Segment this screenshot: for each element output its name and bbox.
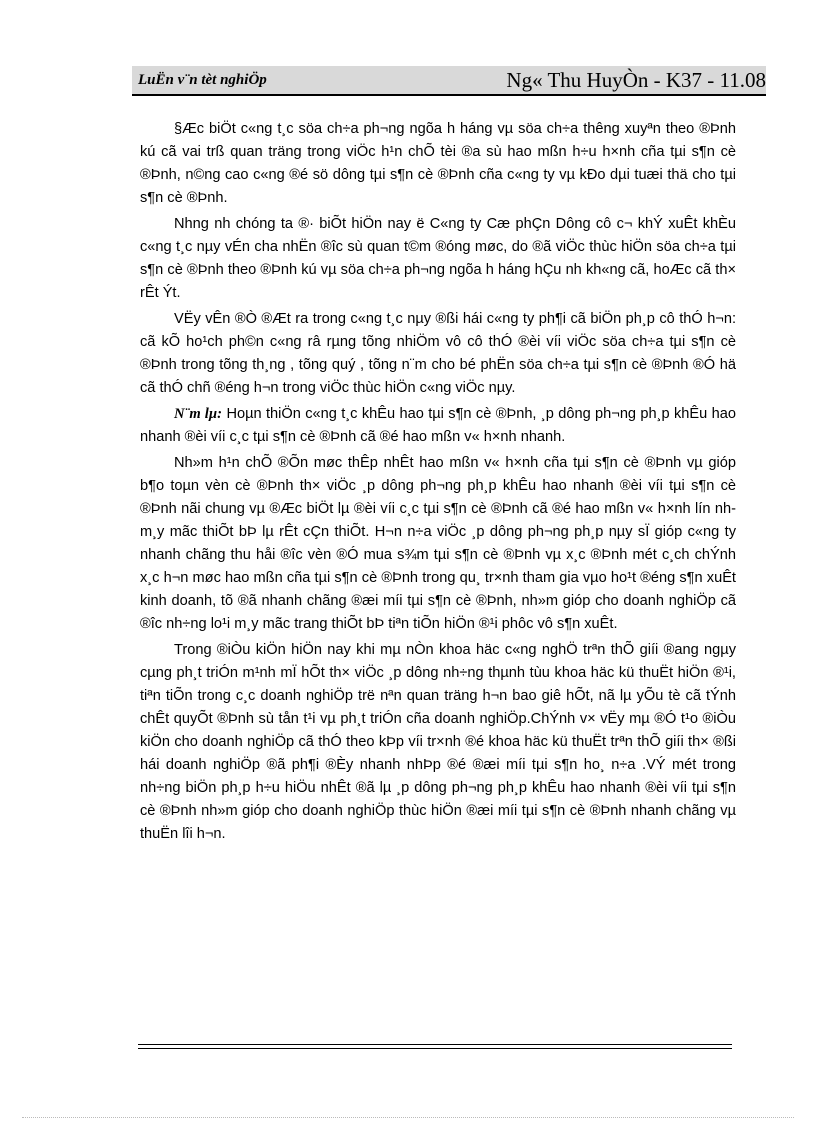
- paragraph-5: Nh»m h¹n chÕ ®Õn møc thÊp nhÊt hao mßn v« h×nh cña tµi s¶n cè ®Þnh vµ gióp b¶o toµn vèn cè ®Þnh th× viÖc ¸p dông ph¬ng ph¸p khÊu hao nhanh ®èi víi tµi s¶n cè ®Þnh nãi chung vµ ®Æc biÖt lµ ®èi víi c¸c tµi s¶n cè ®Þnh cã ®é hao mßn v« h×nh lín nh m¸y mãc thiÕt bÞ lµ rÊt cÇn thiÕt. H¬n n÷a viÖc ¸p dông ph¬ng ph¸p nµy sÏ gióp c«ng ty nhanh chãng thu håi ®îc vèn ®Ó mua s¾m tµi s¶n cè ®Þnh vµ x¸c ®Þnh mét c¸ch chÝnh x¸c h¬n møc hao mßn cña tµi s¶n cè ®Þnh trong qu¸ tr×nh tham gia vµo ho¹t ®éng s¶n xuÊt kinh doanh, tõ ®ã nhanh chãng ®æi míi tµi s¶n cè ®Þnh, nh»m gióp cho doanh nghiÖp cã ®îc nh÷ng lo¹i m¸y mãc trang thiÕt bÞ tiªn tiÕn hiÖn ®¹i phôc vô s¶n xuÊt.: [140, 455, 736, 632]
- paragraph-1: §Æc biÖt c«ng t¸c söa ch÷a ph¬ng ngõa h háng vµ söa ch÷a thêng xuyªn theo ®Þnh kú cã vai trß quan träng trong viÖc h¹n chÕ tèi ®a sù hao mßn h÷u h×nh cña tµi s¶n cè ®Þnh, n©ng cao c«ng ®é sö dông tµi s¶n cè ®Þnh cña c«ng ty vµ kÐo dµi tuæi thä cho tµi s¶n cè ®Þnh.: [140, 121, 736, 206]
- paragraph-4-text: Hoµn thiÖn c«ng t¸c khÊu hao tµi s¶n cè ®Þnh, ¸p dông ph¬ng ph¸p khÊu hao nhanh ®èi víi c¸c tµi s¶n cè ®Þnh cã ®é hao mßn v« h×nh nhanh.: [140, 406, 736, 445]
- paragraph-4: [140, 403, 736, 449]
- section-lead-label: N¨m lµ:: [174, 406, 223, 422]
- paragraph-2: Nhng nh chóng ta ®· biÕt hiÖn nay ë C«ng ty Cæ phÇn Dông cô c¬ khÝ xuÊt khÈu c«ng t¸c nµy vÉn cha nhËn ®îc sù quan t©m ®óng møc, do ®ã viÖc thùc hiÖn söa ch÷a tµi s¶n cè ®Þnh theo ®Þnh kú vµ söa ch÷a ph¬ng ngõa h háng hÇu nh kh«ng cã, hoÆc cã th× rÊt Ýt.: [140, 216, 736, 301]
- header-rule: [132, 94, 766, 96]
- paragraph-3: VËy vÊn ®Ò ®Æt ra trong c«ng t¸c nµy ®ßi hái c«ng ty ph¶i cã biÖn ph¸p cô thÓ h¬n: cã kÕ ho¹ch ph©n c«ng râ rµng tõng nhiÖm vô cô thÓ ®èi víi viÖc söa ch÷a tµi s¶n cè ®Þnh trong tõng th¸ng , tõng quý , tõng n¨m cho bé phËn söa ch÷a tµi s¶n cè ®Þnh ®Ó hä cã thÓ chñ ®éng h¬n trong viÖc thùc hiÖn c«ng viÖc nµy.: [140, 311, 736, 396]
- header-thesis-title: LuËn v¨n tèt nghiÖp: [138, 72, 267, 88]
- document-body: [140, 118, 736, 849]
- footer-rule: [138, 1044, 732, 1049]
- page-header: [132, 66, 766, 96]
- paragraph-6: Trong ®iÒu kiÖn hiÖn nay khi mµ nÒn khoa häc c«ng nghÖ trªn thÕ giíi ®ang ngµy cµng ph¸t triÓn m¹nh mÏ hÕt th× viÖc ¸p dông nh÷ng thµnh tùu khoa häc kü thuËt hiÖn ®¹i, tiªn tiÕn trong c¸c doanh nghiÖp trë nªn quan träng h¬n bao giê hÕt, nã lµ yÕu tè cã tÝnh chÊt quyÕt ®Þnh sù tån t¹i vµ ph¸t triÓn cña doanh nghiÖp.ChÝnh v× vËy mµ ®Ó t¹o ®iÒu kiÖn cho doanh nghiÖp cã thÓ theo kÞp víi tr×nh ®é khoa häc kü thuËt trªn thÕ giíi th× ®ßi hái doanh nghiÖp ®ã ph¶i ®Èy nhanh nhÞp ®é ®æi míi tµi s¶n ho¸ n÷a .VÝ mét trong nh÷ng biÖn ph¸p h÷u hiÖu nhÊt ®ã lµ ¸p dông ph¬ng ph¸p khÊu hao nhanh ®èi víi tµi s¶n cè ®Þnh nh»m gióp cho doanh nghiÖp thùc hiÖn ®æi míi tµi s¶n cè ®Þnh nhanh chãng vµ thuËn lîi h¬n.: [140, 642, 736, 842]
- header-author: Ng« Thu HuyÒn - K37 - 11.08: [506, 68, 766, 92]
- page-bottom-border: [22, 1117, 794, 1118]
